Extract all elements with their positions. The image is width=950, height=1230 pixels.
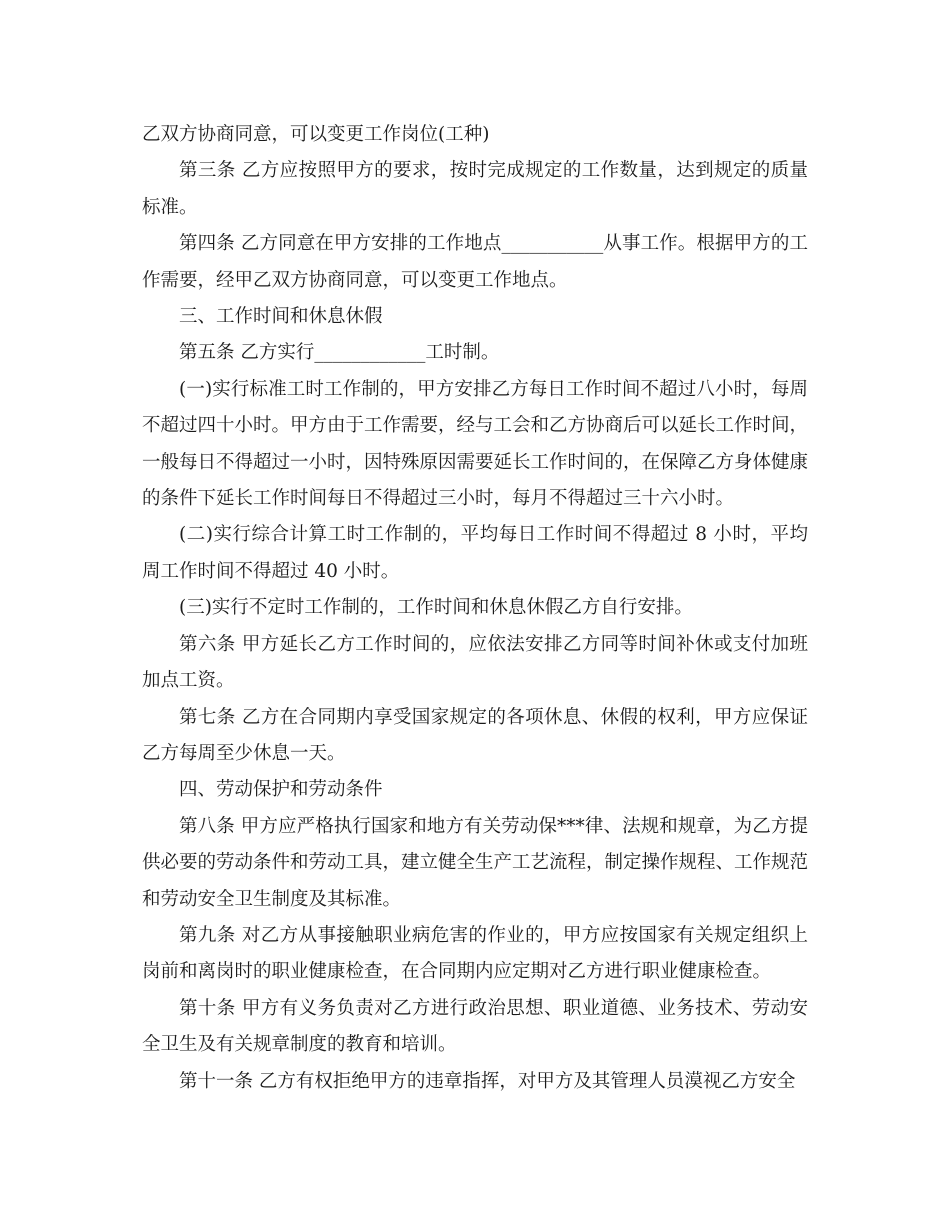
paragraph: (一)实行标准工时工作制的，甲方安排乙方每日工作时间不超过八小时，每周不超过四十小时。甲方由于工作需要，经与工会和乙方协商后可以延长工作时间，一般每日不得超过一小时，因特殊原因需要延长工作时间的，在保障乙方身体健康的条件下延长工作时间每日不得超过三小时，每月不得超过三十六小时。	[142, 378, 809, 510]
paragraph: 第三条 乙方应按照甲方的要求，按时完成规定的工作数量，达到规定的质量标准。	[142, 160, 808, 218]
paragraph: 第十一条 乙方有权拒绝甲方的违章指挥，对甲方及其管理人员漠视乙方安全	[179, 1070, 796, 1092]
paragraph: (二)实行综合计算工时工作制的，平均每日工作时间不得超过 8 小时，平均周工作时间不得超过 40 小时。	[142, 524, 808, 582]
paragraph: 第五条 乙方实行____________工时制。	[179, 342, 500, 364]
paragraph: 三、工作时间和休息休假	[179, 306, 383, 328]
paragraph: 四、劳动保护和劳动条件	[179, 779, 383, 801]
paragraph: 乙双方协商同意，可以变更工作岗位(工种)	[142, 124, 490, 145]
paragraph: 第十条 甲方有义务负责对乙方进行政治思想、职业道德、业务技术、劳动安全卫生及有关规章制度的教育和培训。	[142, 997, 808, 1056]
paragraph: 第四条 乙方同意在甲方安排的工作地点___________从事工作。根据甲方的工作需要，经甲乙双方协商同意，可以变更工作地点。	[142, 233, 808, 291]
paragraph: 第七条 乙方在合同期内享受国家规定的各项休息、休假的权利，甲方应保证乙方每周至少休息一天。	[142, 706, 808, 764]
paragraph: 第六条 甲方延长乙方工作时间的，应依法安排乙方同等时间补休或支付加班加点工资。	[142, 633, 808, 692]
document-body	[142, 117, 808, 1100]
paragraph: 第九条 对乙方从事接触职业病危害的作业的，甲方应按国家有关规定组织上岗前和离岗时的职业健康检查，在合同期内应定期对乙方进行职业健康检查。	[142, 924, 808, 983]
paragraph: 第八条 甲方应严格执行国家和地方有关劳动保***律、法规和规章，为乙方提供必要的劳动条件和劳动工具，建立健全生产工艺流程，制定操作规程、工作规范和劳动安全卫生制度及其标准。	[142, 815, 809, 910]
paragraph: (三)实行不定时工作制的，工作时间和休息休假乙方自行安排。	[179, 597, 693, 619]
